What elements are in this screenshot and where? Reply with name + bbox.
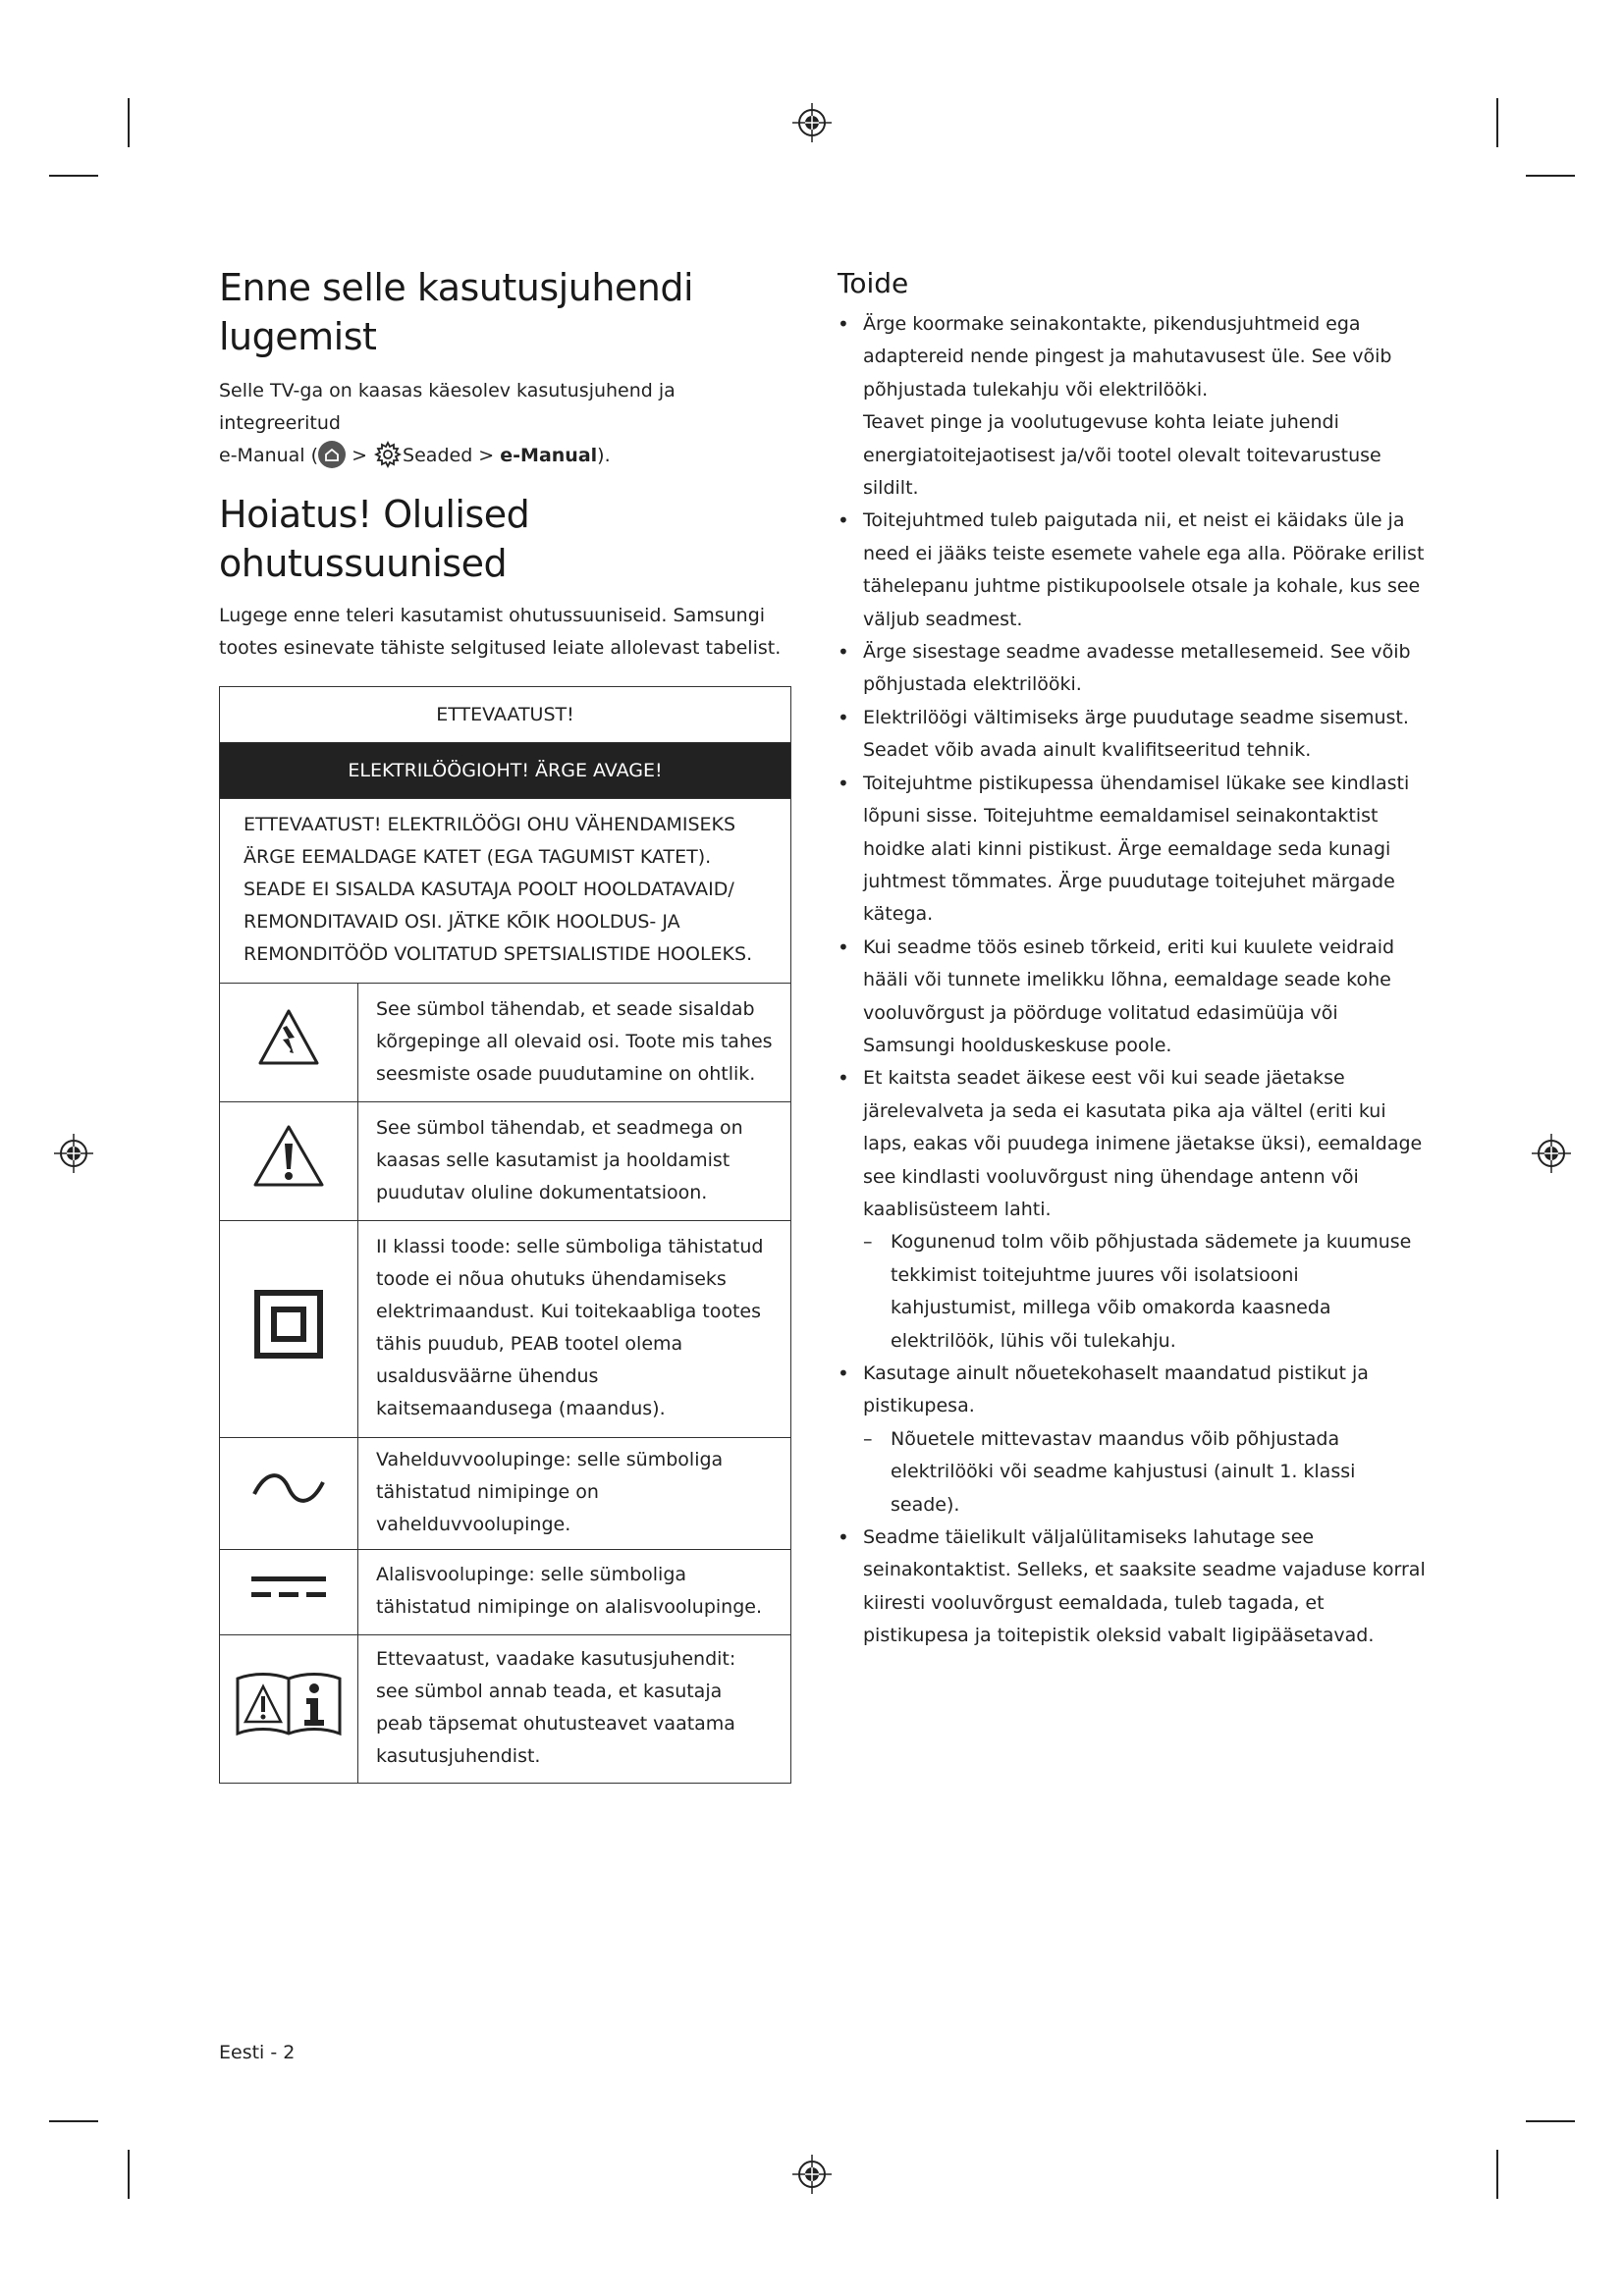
crop-mark [1526, 175, 1575, 177]
list-item [838, 1062, 1427, 1358]
list-item [838, 308, 1427, 505]
list-item [838, 1358, 1427, 1522]
list-item-text: Kasutage ainult nõuetekohaselt maandatud pistikut ja pistikupesa. [863, 1362, 1369, 1417]
safety-intro: Lugege enne teleri kasutamist ohutussuuniseid. Samsungi tootes esinevate tähiste selgitused leiate allolevast tabelist. [219, 605, 782, 659]
symbol-cell [220, 1550, 358, 1635]
manual-caution-icon [234, 1669, 344, 1739]
table-row [220, 1221, 791, 1438]
symbol-description: Vahelduvvoolupinge: selle sümboliga tähistatud nimipinge on vahelduvvoolupinge. [358, 1438, 791, 1550]
list-item: • Toitejuhtme pistikupessa ühendamisel lükake see kindlasti lõpuni sisse. Toitejuhtme eemaldamisel seinakontaktist hoidke alati kinni pistikust. Ärge eemaldage seda kunagi juhtmest tõmmates. Ärge puudutage toitejuhet märgade kätega. [838, 768, 1427, 932]
registration-mark-icon [792, 103, 832, 142]
caution-notice: ETTEVAATUST! ELEKTRILÖÖGI OHU VÄHENDAMISEKS ÄRGE EEMALDAGE KATET (EGA TAGUMIST KATET). SEADE EI SISALDA KASUTAJA POOLT HOOLDATAVAID/ REMONDITAVAID OSI. JÄTKE KÕIK HOOLDUS- JA REMONDITÖÖD VOLITATUD SPETSIALISTIDE HOOLEKS. [220, 799, 791, 984]
symbol-description: Ettevaatust, vaadake kasutusjuhendit: see sümbol annab teada, et kasutaja peab täpsemat ohutusteavet vaatama kasutusjuhendist. [358, 1635, 791, 1784]
gear-icon [373, 440, 403, 469]
list-item: • Ärge sisestage seadme avadesse metallesemeid. See võib põhjustada elektrilööki. [838, 636, 1427, 702]
list-item-text: Ärge koormake seinakontakte, pikendusjuhtmeid ega adaptereid nende pingest ja mahutavusest üle. See võib põhjustada tulekahju või elektrilööki. [863, 313, 1392, 400]
intro-paragraph [219, 375, 793, 472]
shock-hazard-header: ELEKTRILÖÖGIOHT! ÄRGE AVAGE! [220, 743, 791, 799]
exclamation-icon [252, 1124, 325, 1189]
symbol-description: See sümbol tähendab, et seadmega on kaasas selle kasutamist ja hooldamist puudutav oluline dokumentatsioon. [358, 1102, 791, 1221]
symbol-cell [220, 1635, 358, 1784]
list-item-text: Et kaitsta seadet äikese eest või kui seade jäetakse järelevalveta ja seda ei kasutata pika aja vältel (eriti kui laps, eakas või puudega inimene jäetakse üksi), eemaldage see kindlasti vooluvõrgust ning ühendage antenn või kaablisüsteem lahti. [863, 1067, 1423, 1220]
crop-mark [1526, 2120, 1575, 2122]
registration-mark-icon [792, 2155, 832, 2194]
table-row [220, 1102, 791, 1221]
table-row [220, 1635, 791, 1784]
crop-mark [1496, 2150, 1498, 2199]
symbol-cell [220, 1221, 358, 1438]
dc-voltage-icon [249, 1573, 328, 1602]
intro-emanual-pre: e-Manual ( [219, 445, 319, 466]
table-row [220, 1550, 791, 1635]
menu-settings: Seaded [403, 445, 473, 466]
home-icon [318, 441, 346, 468]
symbol-cell [220, 1438, 358, 1550]
left-column [219, 263, 793, 1784]
crop-mark [128, 98, 130, 147]
symbol-description: See sümbol tähendab, et seade sisaldab kõrgepinge all olevaid osi. Toote mis tahes seesmiste osade puudutamine on ohtlik. [358, 984, 791, 1102]
sub-item [863, 1423, 1427, 1522]
menu-separator: > [472, 445, 501, 466]
crop-mark [49, 2120, 98, 2122]
crop-mark [1496, 98, 1498, 147]
list-item-extra: Teavet pinge ja voolutugevuse kohta leiate juhendi energiatoitejaotisest ja/või tootel olevalt toitevarustuse sildilt. [863, 411, 1381, 500]
caution-header: ETTEVAATUST! [220, 687, 791, 743]
safety-symbol-table [219, 686, 791, 1784]
symbol-cell [220, 1102, 358, 1221]
menu-emanual: e-Manual [500, 445, 598, 466]
sub-item [863, 1226, 1427, 1358]
list-item: • Kui seadme töös esineb tõrkeid, eriti kui kuulete veidraid hääli või tunnete imelikku lõhna, eemaldage seade kohe vooluvõrgust ja pöörduge volitatud edasimüüja või Samsungi hoolduskeskuse poole. [838, 932, 1427, 1063]
sub-item-text: Kogunenud tolm võib põhjustada sädemete ja kuumuse tekkimist toitejuhtme juures või isolatsiooni kahjustumist, millega võib omakorda kaasneda elektrilöök, lühis või tulekahju. [891, 1231, 1412, 1352]
table-row [220, 1438, 791, 1550]
list-item: • Elektrilöögi vältimiseks ärge puudutage seadme sisemust. Seadet võib avada ainult kvalifitseeritud tehnik. [838, 702, 1427, 768]
dash: – [863, 1427, 873, 1450]
section-title: Toide [838, 267, 909, 299]
intro-text: Selle TV-ga on kaasas käesolev kasutusjuhend ja integreeritud [219, 380, 676, 434]
symbol-description: II klassi toode: selle sümboliga tähistatud toode ei nõua ohutuks ühendamiseks elektrimaandust. Kui toitekaabliga tootes tähis puudub, PEAB tootel olema usaldusväärne ühendus kaitsemaandusega (maandus). [358, 1221, 791, 1438]
page-footer: Eesti - 2 [219, 2042, 296, 2063]
list-item: • Toitejuhtmed tuleb paigutada nii, et neist ei käidaks üle ja need ei jääks teiste esemete vahele ega alla. Pöörake erilist tähelepanu juhtme pistikupoolsele otsale ja kohale, kus see väljub seadmest. [838, 505, 1427, 636]
crop-mark [128, 2150, 130, 2199]
dash: – [863, 1231, 873, 1254]
right-column [838, 265, 1427, 1653]
page-title: Enne selle kasutusjuhendi lugemist [219, 266, 694, 358]
intro-end: ). [597, 445, 611, 466]
menu-separator: > [346, 445, 374, 466]
registration-mark-icon [54, 1134, 93, 1173]
high-voltage-icon [257, 1008, 320, 1067]
sub-item-text: Nõuetele mittevastav maandus võib põhjustada elektrilööki või seadme kahjustusi (ainult 1. klassi seade). [891, 1427, 1356, 1516]
registration-mark-icon [1532, 1134, 1571, 1173]
ac-voltage-icon [251, 1472, 326, 1504]
list-item: • Seadme täielikult väljalülitamiseks lahutage see seinakontaktist. Selleks, et saaksite seadme vajaduse korral kiiresti vooluvõrgust eemaldada, tuleb tagada, et pistikupesa ja toitepistik oleksid vabalt ligipääsetavad. [838, 1522, 1427, 1653]
crop-mark [49, 175, 98, 177]
power-safety-list [838, 308, 1427, 1653]
table-row [220, 984, 791, 1102]
class-ii-icon [254, 1290, 323, 1359]
safety-title: Hoiatus! Olulised ohutussuunised [219, 493, 530, 585]
symbol-cell [220, 984, 358, 1102]
symbol-description: Alalisvoolupinge: selle sümboliga tähistatud nimipinge on alalisvoolupinge. [358, 1550, 791, 1635]
